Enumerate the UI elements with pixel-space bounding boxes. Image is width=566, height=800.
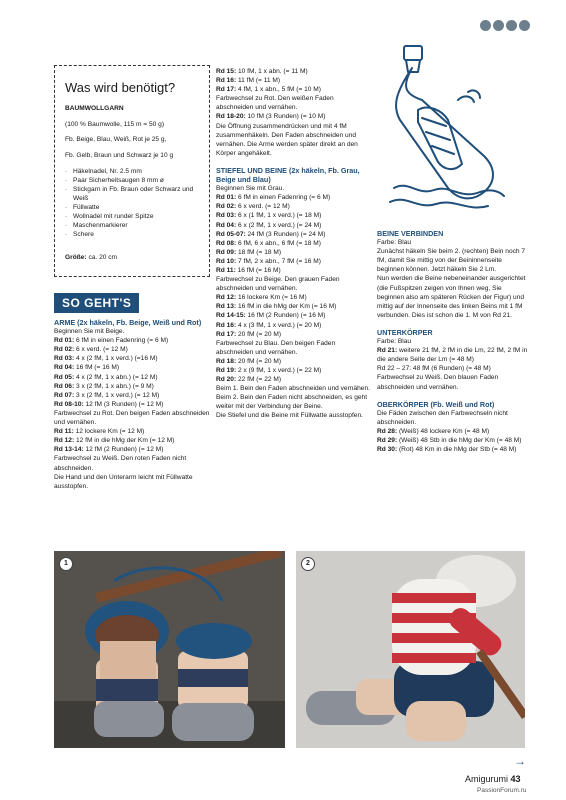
materials-item: · Maschenmarkierer <box>65 221 199 230</box>
instruction-line <box>216 275 371 293</box>
instruction-line <box>216 67 371 76</box>
instruction-line <box>216 339 371 357</box>
instruction-text: 6 x verd. (= 12 M) <box>236 203 290 211</box>
instruction-line <box>377 337 529 346</box>
instruction-line <box>216 248 371 257</box>
instruction-line <box>216 112 371 121</box>
round-label: Rd 01: <box>216 194 237 202</box>
instruction-text: 3 x (2 fM, 1 x abn.) (= 9 M) <box>74 382 154 390</box>
instruction-text: 22 fM (= 22 M) <box>236 376 282 384</box>
instruction-text: Farbe: Blau <box>377 338 412 346</box>
instruction-line <box>54 345 214 354</box>
materials-title: Was wird benötigt? <box>65 80 176 95</box>
lower-body-instructions <box>377 337 529 392</box>
instruction-text: 4 x (2 fM, 1 x abn.) (= 12 M) <box>74 373 158 381</box>
instruction-line <box>216 94 371 112</box>
size-label: Größe: <box>65 253 87 261</box>
instruction-text: 20 fM (= 20 M) <box>236 330 282 338</box>
round-label: Rd 04: <box>54 364 75 372</box>
round-label: Rd 06: <box>54 382 75 390</box>
legs-join-heading: BEINE VERBINDEN <box>377 229 444 238</box>
next-page-arrow-icon: → <box>514 754 526 768</box>
instruction-line <box>216 257 371 266</box>
lower-body-heading: UNTERKÖRPER <box>377 327 433 337</box>
instruction-text: Farbwechsel zu Blau. Den beigen Faden abschneiden und vernähen. <box>216 339 336 356</box>
instruction-line <box>54 436 214 445</box>
round-label: Rd 17: <box>216 86 237 94</box>
column-body <box>377 229 529 454</box>
magazine-dot-icon <box>480 20 491 31</box>
round-label: Rd 03: <box>54 355 75 363</box>
instruction-text: Die Öffnung zusammendrücken und mit 4 fM zusammenhäkeln. Den Faden abschneiden und vernähen. Die Arme werden später direkt an den Körper angehäkelt. <box>216 122 358 157</box>
instruction-text: Nun werden die Beine nebeneinander ausgerichtet (die Fußspitzen zeigen von Ihnen weg, Sie beginnen also am späteren Rücken der Figur) und mittig auf der Innenseite des linken Beins mit 1 fM verbunden. Dies ist schon die 1. M von Rd 21. <box>377 275 526 319</box>
instruction-line <box>216 85 371 94</box>
watermark-site: PassionForum.ru <box>477 787 527 794</box>
instruction-text: 16 fM in die hMg der Km (= 16 M) <box>236 303 337 311</box>
round-label: Rd 19: <box>216 367 237 374</box>
round-label: Rd 11: <box>54 428 74 436</box>
instruction-text: 16 fM (= 16 M) <box>235 266 281 274</box>
photo-body <box>296 551 525 748</box>
instruction-text: Farbwechsel zu Weiß. Den roten Faden nicht abschneiden. <box>54 455 187 472</box>
instruction-line <box>216 384 371 411</box>
instruction-line <box>216 122 371 158</box>
body-photo-drawing <box>296 551 525 748</box>
bottle-illustration-icon <box>388 40 508 220</box>
round-label: Rd 29: <box>377 436 398 444</box>
round-label: Rd 18: <box>216 357 237 365</box>
instruction-text: 3 x (2 fM, 1 x verd.) (= 12 M) <box>74 391 160 399</box>
round-label: Rd 05-07: <box>216 230 246 238</box>
instruction-text: 4 x (3 fM, 1 x verd.) (= 20 M) <box>236 321 322 329</box>
materials-item: · Stickgarn in Fb. Braun oder Schwarz und Weiß <box>65 185 199 203</box>
round-label: Rd 09: <box>216 248 237 256</box>
round-label: Rd 14-15: <box>216 312 246 320</box>
instruction-text: Farbwechsel zu Weiß. Den blauen Faden abschneiden und vernähen. <box>377 374 499 391</box>
magazine-dot-icon <box>493 20 504 31</box>
arms-instructions <box>54 327 214 491</box>
page-footer <box>465 774 521 784</box>
magazine-name: Amigurumi <box>465 774 509 784</box>
round-label: Rd 15: <box>216 68 237 75</box>
column-arms <box>54 318 214 491</box>
upper-body-instructions <box>377 409 529 454</box>
round-label: Rd 18-20: <box>216 113 246 121</box>
instruction-text: Zunächst häkeln Sie beim 2. (rechten) Bein noch 7 fM, damit Sie mittig von der Beininnenseite beginnen können. Jetzt häkeln Sie 2 Lm. <box>377 248 526 274</box>
materials-item: · Wollnadel mit runder Spitze <box>65 212 199 221</box>
instruction-text: 24 fM (3 Runden) (= 24 M) <box>245 230 326 238</box>
instruction-text: (Weiß) 48 Stb in die hMg der Km (= 48 M) <box>397 436 522 444</box>
instruction-line <box>377 346 529 364</box>
section-banner: SO GEHT'S <box>54 293 139 313</box>
instruction-text: Farbwechsel zu Rot. Den beigen Faden abschneiden und vernähen. <box>54 409 210 427</box>
instruction-line <box>54 327 214 336</box>
instruction-text: 11 fM (= 11 M) <box>236 77 281 85</box>
instruction-line <box>54 473 214 491</box>
instruction-text: 6 fM, 6 x abn., 6 fM (= 18 M) <box>236 239 321 247</box>
instruction-text: 10 fM (3 Runden) (= 10 M) <box>245 113 326 121</box>
instruction-text: 6 fM in einen Fadenring (= 6 M) <box>236 194 331 202</box>
instruction-text: 6 x (2 fM, 1 x verd.) (= 24 M) <box>236 221 322 229</box>
instruction-line <box>216 193 371 202</box>
materials-box <box>54 65 210 277</box>
page-number: 43 <box>510 774 521 784</box>
yarn-line: Fb. Gelb, Braun und Schwarz je 10 g <box>65 152 174 160</box>
round-label: Rd 08-10: <box>54 400 84 408</box>
round-label: Rd 05: <box>54 373 75 381</box>
instruction-text: Farbwechsel zu Rot. Den weißen Faden abschneiden und vernähen. <box>216 95 334 112</box>
arms-continued <box>216 67 371 158</box>
round-label: Rd 16: <box>216 77 237 85</box>
instruction-text: 7 fM, 2 x abn., 7 fM (= 16 M) <box>236 257 321 265</box>
instruction-text: 12 lockere Km (= 12 M) <box>73 428 145 436</box>
round-label: Rd 28: <box>377 427 398 435</box>
round-label: Rd 16: <box>216 321 237 329</box>
instruction-text: 16 fM (= 16 M) <box>74 364 120 372</box>
photo-number-badge: 2 <box>301 557 315 571</box>
instruction-line <box>216 330 371 339</box>
boots-instructions <box>216 184 371 420</box>
instruction-text: Beim 1. Bein den Faden abschneiden und vernähen. Beim 2. Bein den Faden nicht abschneiden, es geht weiter mit der Verbindung der Beine. <box>216 385 370 411</box>
instruction-line <box>377 427 529 436</box>
instruction-line <box>216 239 371 248</box>
instruction-line <box>216 321 371 330</box>
instruction-text: Die Stiefel und die Beine mit Füllwatte ausstopfen. <box>216 412 363 420</box>
round-label: Rd 30: <box>377 446 398 454</box>
instruction-text: 18 fM (= 18 M) <box>236 248 282 256</box>
instruction-text: Rd 22 – 27: 48 fM (6 Runden) (= 48 M) <box>377 365 491 373</box>
materials-item: · Füllwatte <box>65 203 199 212</box>
instruction-line <box>216 202 371 211</box>
instruction-text: 12 fM (3 Runden) (= 12 M) <box>83 400 164 408</box>
arms-heading: ARME (2x häkeln, Fb. Beige, Weiß und Rot) <box>54 318 202 327</box>
instruction-text: 6 x (1 fM, 1 x verd.) (= 18 M) <box>236 212 322 220</box>
instruction-text: 12 fM in die hMg der Km (= 12 M) <box>74 437 175 445</box>
instruction-line <box>54 354 214 363</box>
round-label: Rd 02: <box>54 346 75 354</box>
instruction-text: Beginnen Sie mit Grau. <box>216 185 285 193</box>
yarn-line: Fb. Beige, Blau, Weiß, Rot je 25 g, <box>65 136 167 144</box>
instruction-line <box>54 391 214 400</box>
instruction-line <box>216 266 371 275</box>
size-value: ca. 20 cm <box>86 253 118 261</box>
upper-body-heading: OBERKÖRPER (Fb. Weiß und Rot) <box>377 399 495 409</box>
instruction-text: Farbwechsel zu Beige. Den grauen Faden abschneiden und vernähen. <box>216 276 340 293</box>
yarn-line: (100 % Baumwolle, 115 m = 50 g) <box>65 120 165 128</box>
column-boots <box>216 67 371 421</box>
magazine-dot-icon <box>506 20 517 31</box>
instruction-line <box>377 445 529 454</box>
instruction-text: weitere 21 fM, 2 fM in die Lm, 22 fM, 2 fM in die andere Seite der Lm (= 48 M) <box>377 347 528 364</box>
magazine-dot-icon <box>519 20 530 31</box>
round-label: Rd 13-14: <box>54 446 84 454</box>
instruction-text: 20 fM (= 20 M) <box>236 357 282 365</box>
materials-list <box>65 167 199 240</box>
instruction-text: 4 x (2 fM, 1 x verd.) (=16 M) <box>74 355 158 363</box>
round-label: Rd 21: <box>377 347 398 355</box>
instruction-line <box>377 238 529 247</box>
boots-heading: STIEFEL UND BEINE (2x häkeln, Fb. Grau, Beige und Blau) <box>216 165 360 185</box>
round-label: Rd 11: <box>216 266 236 274</box>
instruction-line <box>377 373 529 391</box>
instruction-line <box>54 427 214 436</box>
size-line <box>65 253 199 262</box>
instruction-line <box>54 373 214 382</box>
instruction-line <box>216 211 371 220</box>
instruction-line <box>216 221 371 230</box>
instruction-line <box>54 363 214 372</box>
instruction-line <box>377 436 529 445</box>
instruction-line <box>216 366 371 375</box>
magazine-icons <box>480 20 530 31</box>
instruction-text: 2 x (9 fM, 1 x verd.) (= 22 M) <box>236 367 322 374</box>
boots-photo-drawing <box>54 551 285 748</box>
instruction-text: 16 fM (2 Runden) (= 16 M) <box>245 312 326 320</box>
instruction-line <box>216 76 371 85</box>
instruction-line <box>216 230 371 239</box>
instruction-text: Die Hand und den Unterarm leicht mit Füllwatte ausstopfen. <box>54 473 193 490</box>
photo-number-badge: 1 <box>59 557 73 571</box>
round-label: Rd 10: <box>216 257 237 265</box>
instruction-line <box>377 274 529 319</box>
materials-item: · Paar Sicherheitsaugen 8 mm ø <box>65 176 199 185</box>
instruction-line <box>216 375 371 384</box>
yarn-heading: BAUMWOLLGARN <box>65 105 124 112</box>
instruction-line <box>377 409 529 427</box>
round-label: Rd 12: <box>54 437 75 445</box>
instruction-line <box>216 311 371 320</box>
instruction-text: Farbe: Blau <box>377 239 412 247</box>
round-label: Rd 01: <box>54 337 75 345</box>
instruction-text: (Weiß) 48 lockere Km (= 48 M) <box>397 427 490 435</box>
instruction-text: 12 fM (2 Runden) (= 12 M) <box>83 446 164 454</box>
round-label: Rd 07: <box>54 391 75 399</box>
instruction-line <box>216 302 371 311</box>
round-label: Rd 02: <box>216 203 237 211</box>
instruction-text: 10 fM, 1 x abn. (= 11 M) <box>236 68 308 75</box>
materials-item: · Häkelnadel, Nr. 2.5 mm <box>65 167 199 176</box>
legs-join-instructions <box>377 238 529 320</box>
instruction-line <box>216 411 371 420</box>
instruction-line <box>377 247 529 274</box>
materials-item: · Schere <box>65 230 199 239</box>
round-label: Rd 13: <box>216 303 237 311</box>
round-label: Rd 17: <box>216 330 237 338</box>
instruction-line <box>377 364 529 373</box>
instruction-line <box>54 409 214 427</box>
instruction-text: 16 lockere Km (= 16 M) <box>236 294 307 302</box>
instruction-text: 6 x verd. (= 12 M) <box>74 346 128 354</box>
instruction-text: Die Fäden zwischen den Farbwechseln nicht abschneiden. <box>377 409 508 426</box>
instruction-text: 4 fM, 1 x abn., 5 fM (= 10 M) <box>236 86 321 94</box>
round-label: Rd 12: <box>216 294 237 302</box>
instruction-line <box>54 382 214 391</box>
instruction-line <box>54 454 214 472</box>
instruction-line <box>54 400 214 409</box>
round-label: Rd 03: <box>216 212 237 220</box>
instruction-line <box>54 336 214 345</box>
instruction-text: (Rot) 48 Km in die hMg der Stb (= 48 M) <box>397 446 517 454</box>
instruction-line <box>216 357 371 366</box>
instruction-text: Beginnen Sie mit Beige. <box>54 328 125 336</box>
instruction-line <box>216 293 371 302</box>
photo-boots <box>54 551 285 748</box>
round-label: Rd 20: <box>216 376 237 384</box>
instruction-text: 6 fM in einen Fadenring (= 6 M) <box>74 337 169 345</box>
round-label: Rd 08: <box>216 239 237 247</box>
round-label: Rd 04: <box>216 221 237 229</box>
instruction-line <box>216 184 371 193</box>
instruction-line <box>54 445 214 454</box>
